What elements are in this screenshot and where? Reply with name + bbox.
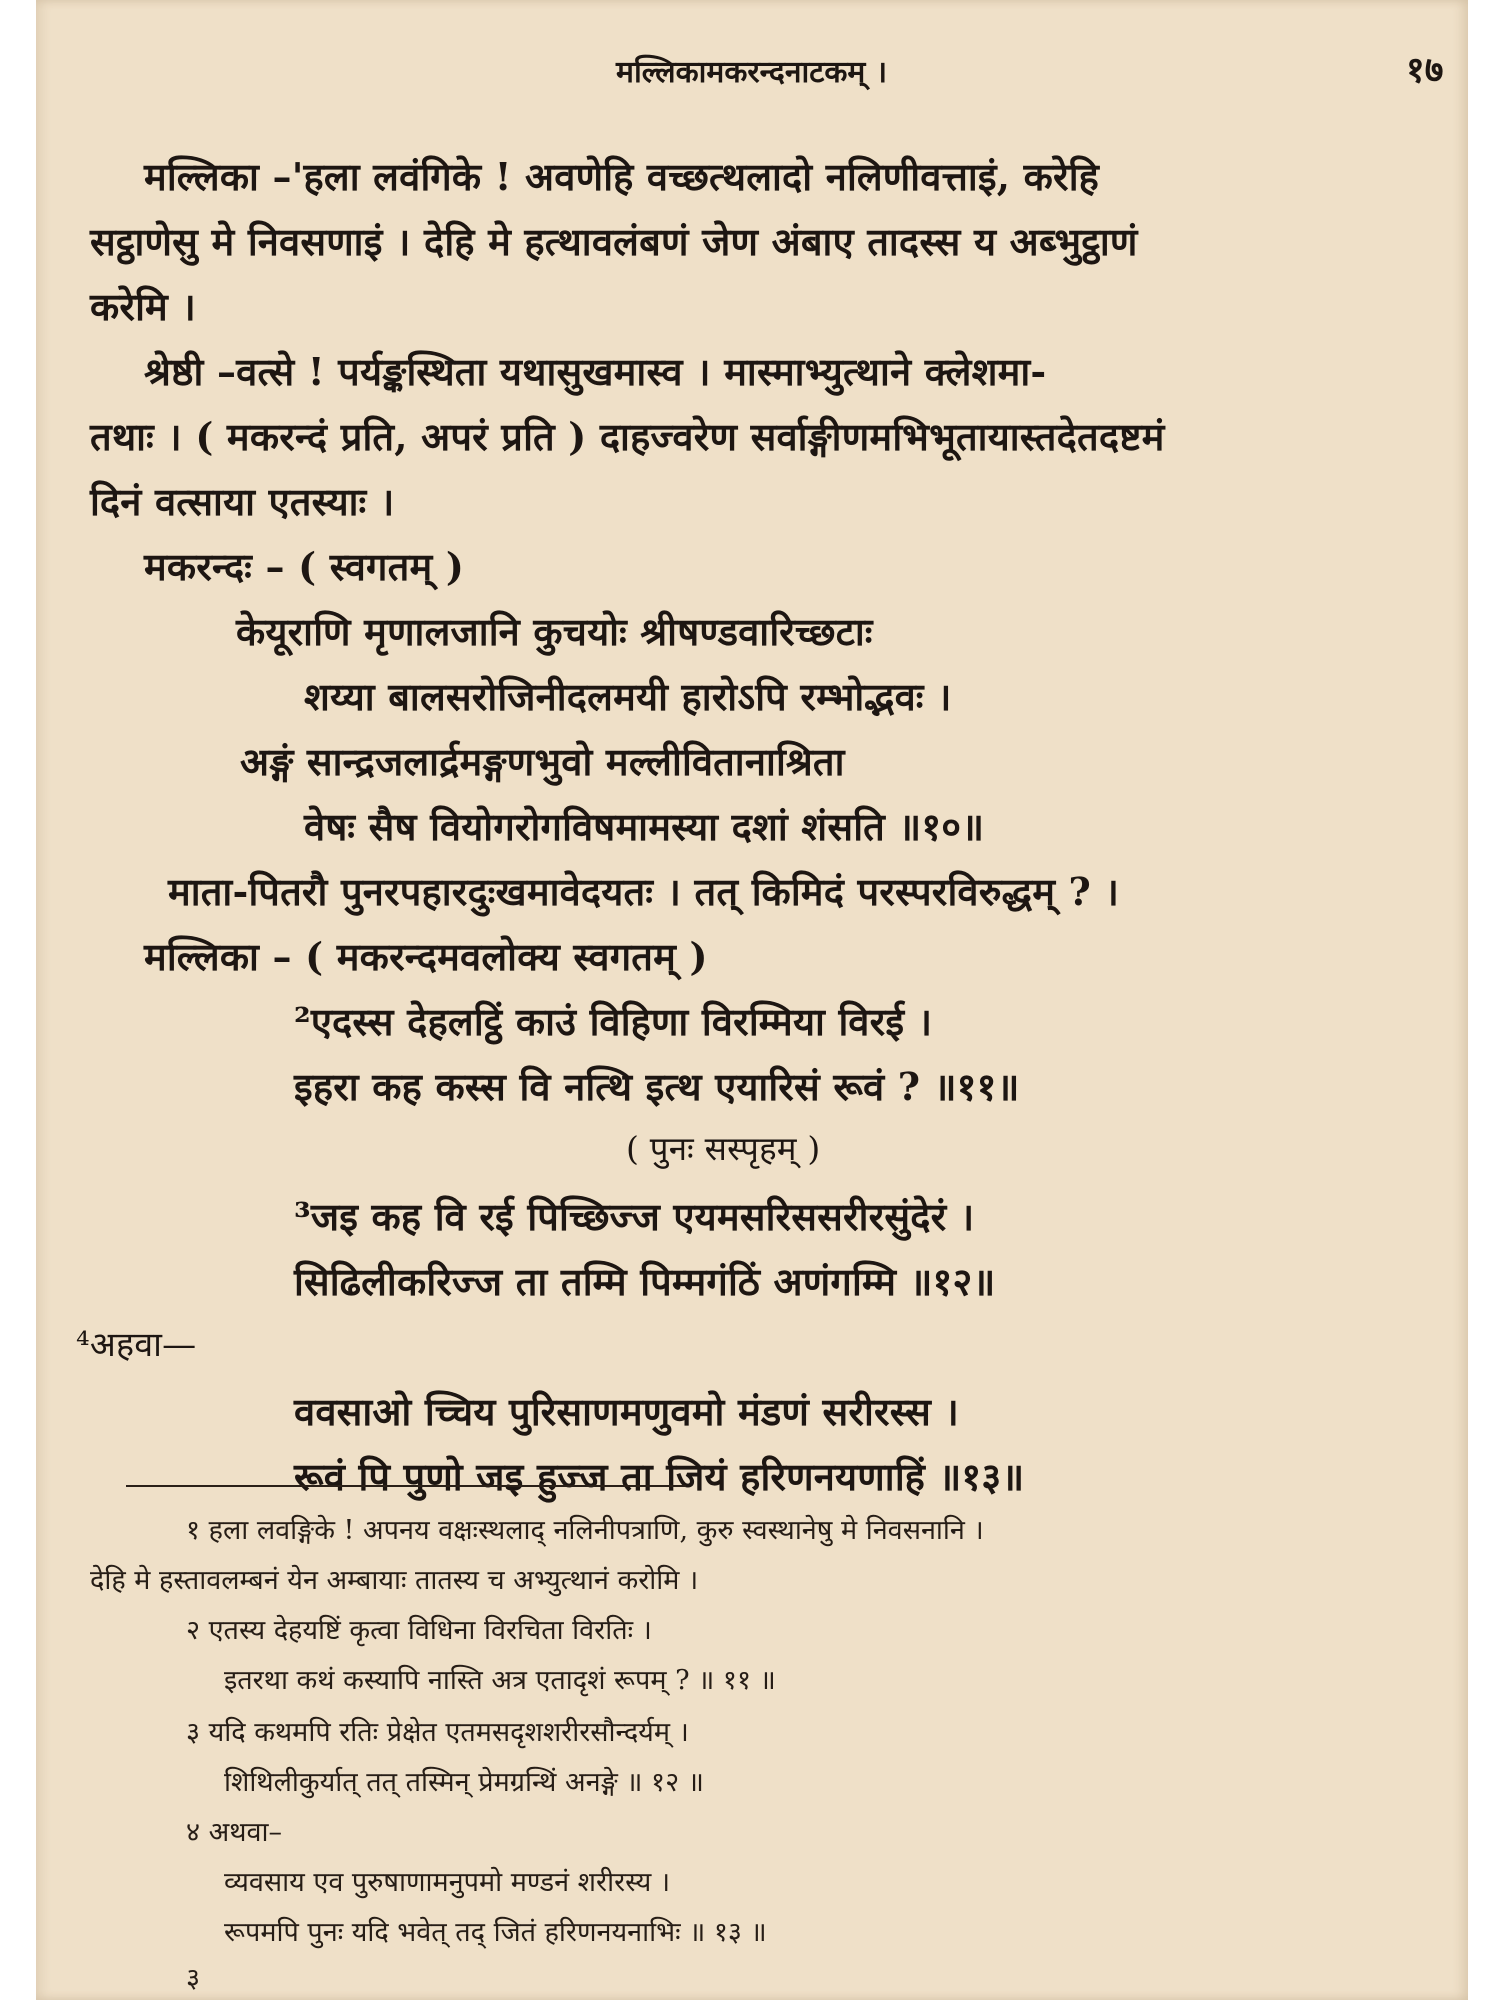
footnote-4-line-1: ४ अथवा– <box>186 1817 283 1848</box>
verse-11-line-2: इहरा कह कस्स वि नत्थि इत्थ एयारिसं रूवं ? ॥११॥ <box>294 1064 1020 1109</box>
footnote-3-line-1: ३ यदि कथमपि रतिः प्रेक्षेत एतमसदृशशरीरसौन्दर्यम् । <box>186 1717 689 1748</box>
dialogue-shreshthi-line-1: श्रेष्ठी –वत्से ! पर्यङ्कस्थिता यथासुखमास्व । मास्माभ्युत्थाने क्लेशमा- <box>144 349 1047 394</box>
dialogue-parents-line: माता-पितरौ पुनरपहारदुःखमावेदयतः । तत् किमिदं परस्परविरुद्धम् ? । <box>168 869 1120 914</box>
verse-10-line-2: शय्या बालसरोजिनीदलमयी हारोऽपि रम्भोद्भवः । <box>304 674 952 719</box>
dialogue-mallika-line-1: मल्लिका –'हला लवंगिके ! अवणेहि वच्छत्थलादो नलिणीवत्ताइं, करेहि <box>144 154 1100 199</box>
athava-label: ⁴अहवा— <box>76 1325 197 1365</box>
dialogue-mallika-aside: मल्लिका – ( मकरन्दमवलोक्य स्वगतम् ) <box>144 934 708 979</box>
dialogue-makaranda-aside: मकरन्दः – ( स्वगतम् ) <box>144 544 465 589</box>
footnote-2-line-1: २ एतस्य देहयष्टिं कृत्वा विधिना विरचिता विरतिः । <box>186 1615 652 1646</box>
footnote-2-line-2: इतरथा कथं कस्यापि नास्ति अत्र एतादृशं रूपम् ? ॥ ११ ॥ <box>224 1665 776 1696</box>
dialogue-mallika-line-3: करेमि । <box>90 284 196 329</box>
verse-12-line-1: ³जइ कह वि रई पिच्छिज्ज एयमसरिससरीरसुंदेरं । <box>294 1194 975 1239</box>
dialogue-shreshthi-line-3: दिनं वत्साया एतस्याः । <box>90 479 395 524</box>
dialogue-shreshthi-line-2: तथाः । ( मकरन्दं प्रति, अपरं प्रति ) दाहज्वरेण सर्वाङ्गीणमभिभूतायास्तदेतदष्टमं <box>90 414 1165 459</box>
footnote-3-line-2: शिथिलीकुर्यात् तत् तस्मिन् प्रेमग्रन्थिं अनङ्गे ॥ १२ ॥ <box>224 1767 704 1798</box>
page-number: १७ <box>1406 49 1444 91</box>
footnote-4-line-3: रूपमपि पुनः यदि भवेत् तद् जितं हरिणनयनाभिः ॥ १३ ॥ <box>224 1917 767 1948</box>
signature-mark: ३ <box>186 1963 201 1994</box>
running-header: मल्लिकामकरन्दनाटकम् । <box>616 55 888 90</box>
book-page <box>36 0 1468 2000</box>
verse-12-line-2: सिढिलीकरिज्ज ता तम्मि पिम्मगंठिं अणंगम्मि ॥१२॥ <box>294 1259 996 1304</box>
verse-10-line-4: वेषः सैष वियोगरोगविषमामस्या दशां शंसति ॥१०॥ <box>304 804 985 849</box>
dialogue-mallika-line-2: सट्ठाणेसु मे निवसणाइं । देहि मे हत्थावलंबणं जेण अंबाए तादस्स य अब्भुट्ठाणं <box>90 219 1138 264</box>
footnote-divider <box>126 1485 686 1487</box>
footnote-1-line-1: १ हला लवङ्गिके ! अपनय वक्षःस्थलाद् नलिनीपत्राणि, कुरु स्वस्थानेषु मे निवसनानि । <box>186 1515 984 1546</box>
verse-13-line-1: ववसाओ च्चिय पुरिसाणमणुवमो मंडणं सरीरस्स । <box>294 1389 960 1434</box>
verse-10-line-3: अङ्गं सान्द्रजलार्द्रमङ्गणभुवो मल्लीवितानाश्रिता <box>240 739 845 784</box>
verse-13-line-2: रूवं पि पुणो जइ हुज्ज ता जियं हरिणनयणाहिं ॥१३॥ <box>294 1454 1025 1499</box>
verse-11-line-1: ²एदस्स देहलट्ठिं काउं विहिणा विरम्मिया विरई । <box>294 999 933 1044</box>
footnote-4-line-2: व्यवसाय एव पुरुषाणामनुपमो मण्डनं शरीरस्य । <box>224 1867 671 1898</box>
footnote-1-line-2: देहि मे हस्तावलम्बनं येन अम्बायाः तातस्य च अभ्युत्थानं करोमि । <box>90 1565 699 1596</box>
verse-10-line-1: केयूराणि मृणालजानि कुचयोः श्रीषण्डवारिच्छटाः <box>236 609 873 654</box>
stage-direction: ( पुनः सस्पृहम् ) <box>626 1129 821 1168</box>
